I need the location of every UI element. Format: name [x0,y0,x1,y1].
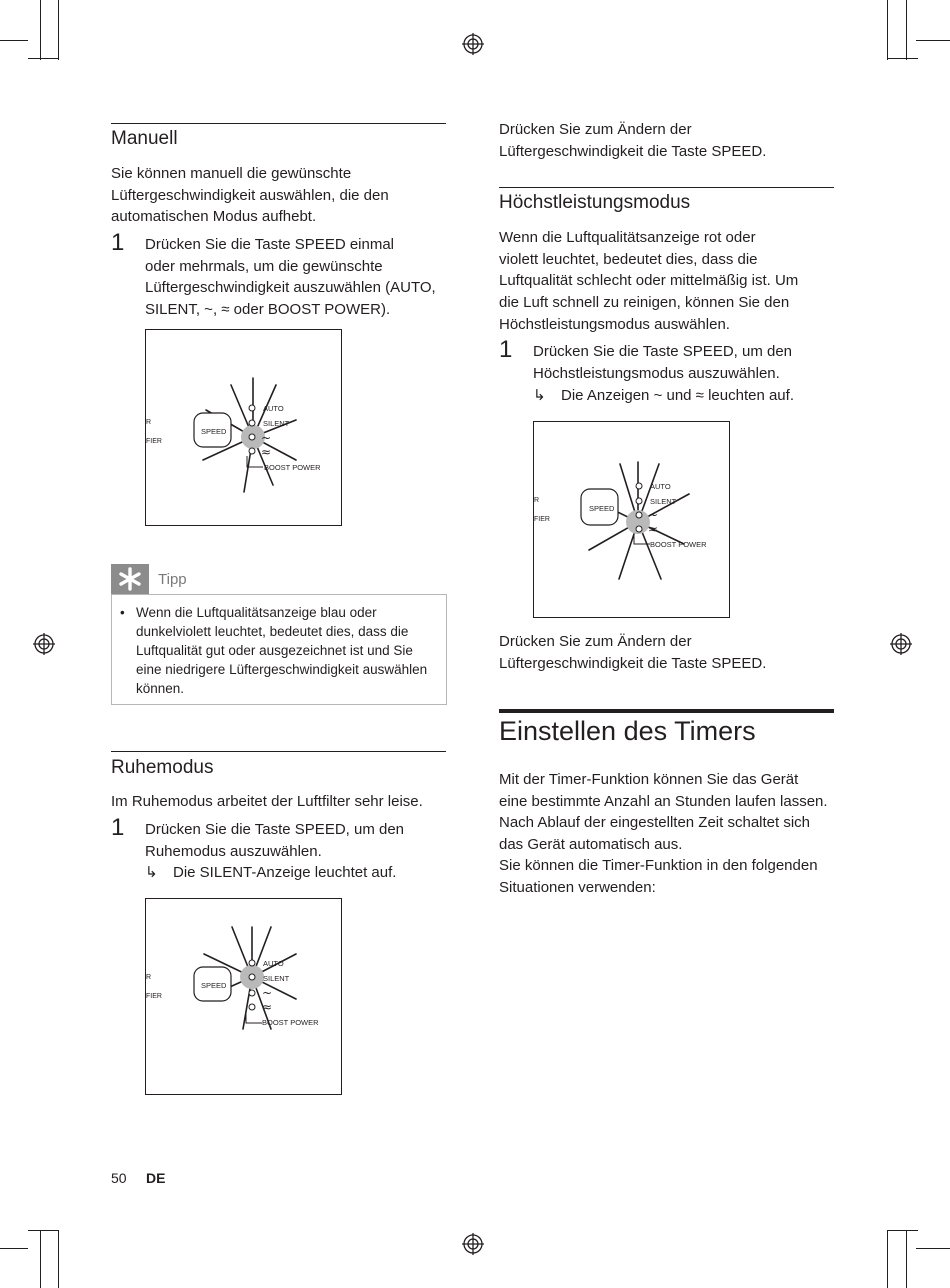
manuell-intro-line: automatischen Modus aufhebt. [111,208,317,225]
silent-label: SILENT [263,419,290,428]
hoechst-intro-line: Höchstleistungsmodus auswählen. [499,316,730,333]
hoechst-result: Die Anzeigen ~ und ≈ leuchten auf. [561,387,794,404]
crop-mark [887,0,888,60]
crop-mark [906,1230,907,1288]
crop-mark [28,1230,59,1231]
control-panel-diagram [146,899,341,1094]
crop-mark [916,1248,950,1249]
speed-change-line: Drücken Sie zum Ändern der [499,633,692,650]
manuell-step-line: Lüftergeschwindigkeit auszuwählen (AUTO, [145,279,436,296]
tip-text-line: können. [136,681,185,696]
boost-power-label: BOOST POWER [262,1018,319,1027]
chapter-rule [499,709,834,713]
auto-label: AUTO [263,404,284,413]
timer-text-line: Mit der Timer-Funktion können Sie das Gerät [499,771,799,788]
timer-text-line: eine bestimmte Anzahl an Stunden laufen lassen. [499,793,828,810]
step-number: 1 [111,814,125,841]
language-code: DE [146,1170,166,1186]
crop-mark [58,0,59,60]
speed-change-line: Lüftergeschwindigkeit die Taste SPEED. [499,655,767,672]
section-rule [111,123,446,124]
edge-label: R [534,497,540,504]
ruhemodus-intro: Im Ruhemodus arbeitet der Luftfilter sehr leise. [111,793,423,810]
boost-power-label: BOOST POWER [650,540,707,549]
hoechst-intro-line: Wenn die Luftqualitätsanzeige rot oder [499,229,756,246]
section-heading-ruhemodus: Ruhemodus [111,757,214,778]
step-number: 1 [499,336,513,363]
registration-mark-icon [462,33,484,55]
tip-bullet: • [120,605,125,620]
high-speed-symbol: ≈ [648,522,659,536]
manuell-step-line: oder mehrmals, um die gewünschte [145,258,383,275]
hoechst-intro-line: Luftqualität schlecht oder mittelmäßig ist. Um [499,272,799,289]
edge-label: R [146,419,152,426]
manuell-intro-line: Lüftergeschwindigkeit auswählen, die den [111,187,389,204]
edge-label: FIER [534,516,550,523]
timer-text-line: das Gerät automatisch aus. [499,836,683,853]
speed-change-line: Lüftergeschwindigkeit die Taste SPEED. [499,143,767,160]
crop-mark [0,40,28,41]
hoechst-intro-line: violett leuchtet, bedeutet dies, dass die [499,251,758,268]
chapter-heading-timer: Einstellen des Timers [499,716,756,746]
speed-label: SPEED [201,981,227,990]
timer-text-line: Sie können die Timer-Funktion in den folgenden [499,857,818,874]
crop-mark [28,58,59,59]
registration-mark-icon [890,633,912,655]
crop-mark [916,40,950,41]
edge-label: FIER [146,993,162,1000]
tip-text-line: dunkelviolett leuchtet, bedeutet dies, dass die [136,624,409,639]
section-heading-hoechstleistung: Höchstleistungsmodus [499,192,691,213]
manuell-intro-line: Sie können manuell die gewünschte [111,165,352,182]
hoechst-step-line: Höchstleistungsmodus auszuwählen. [533,365,780,382]
crop-mark [887,58,918,59]
silent-label: SILENT [263,974,290,983]
tip-icon [111,564,149,594]
registration-mark-icon [462,1233,484,1255]
section-rule [111,751,446,752]
low-speed-symbol: ~ [648,508,659,522]
auto-label: AUTO [650,482,671,491]
timer-text-line: Nach Ablauf der eingestellten Zeit schaltet sich [499,814,811,831]
silent-label: SILENT [650,497,677,506]
control-panel-diagram [534,422,729,617]
tip-text-line: eine niedrigere Lüftergeschwindigkeit auswählen [136,662,428,677]
speed-panel-illustration [145,898,342,1095]
timer-text-line: Situationen verwenden: [499,879,656,896]
manuell-step-line: Drücken Sie die Taste SPEED einmal [145,236,395,253]
speed-panel-illustration [145,329,342,526]
speed-panel-illustration [533,421,730,618]
crop-mark [58,1230,59,1288]
auto-label: AUTO [263,959,284,968]
result-arrow-icon: ↳ [533,387,546,404]
tip-label: Tipp [158,571,187,588]
crop-mark [40,1230,41,1288]
low-speed-symbol: ~ [261,431,272,445]
low-speed-symbol: ~ [262,986,273,1000]
manuell-step-line: SILENT, ~, ≈ oder BOOST POWER). [145,301,391,318]
crop-mark [906,0,907,60]
edge-label: R [146,974,152,981]
crop-mark [887,1230,888,1288]
speed-label: SPEED [589,504,615,513]
result-arrow-icon: ↳ [145,864,158,881]
page-number: 50 [111,1170,127,1186]
speed-change-line: Drücken Sie zum Ändern der [499,121,692,138]
high-speed-symbol: ≈ [261,445,272,459]
hoechst-intro-line: die Luft schnell zu reinigen, können Sie den [499,294,790,311]
crop-mark [0,1248,28,1249]
asterisk-icon [111,564,149,594]
control-panel-diagram [146,330,341,525]
ruhemodus-step-line: Drücken Sie die Taste SPEED, um den [145,821,405,838]
step-number: 1 [111,229,125,256]
ruhemodus-result: Die SILENT-Anzeige leuchtet auf. [173,864,397,881]
edge-label: FIER [146,438,162,445]
tip-text-line: Luftqualität gut oder ausgezeichnet ist und Sie [136,643,413,658]
section-heading-manuell: Manuell [111,128,178,149]
ruhemodus-step-line: Ruhemodus auszuwählen. [145,843,322,860]
crop-mark [887,1230,918,1231]
tip-text-line: Wenn die Luftqualitätsanzeige blau oder [136,605,377,620]
high-speed-symbol: ≈ [262,1000,273,1014]
speed-label: SPEED [201,427,227,436]
registration-mark-icon [33,633,55,655]
section-rule [499,187,834,188]
hoechst-step-line: Drücken Sie die Taste SPEED, um den [533,343,793,360]
boost-power-label: BOOST POWER [264,463,321,472]
crop-mark [40,0,41,60]
